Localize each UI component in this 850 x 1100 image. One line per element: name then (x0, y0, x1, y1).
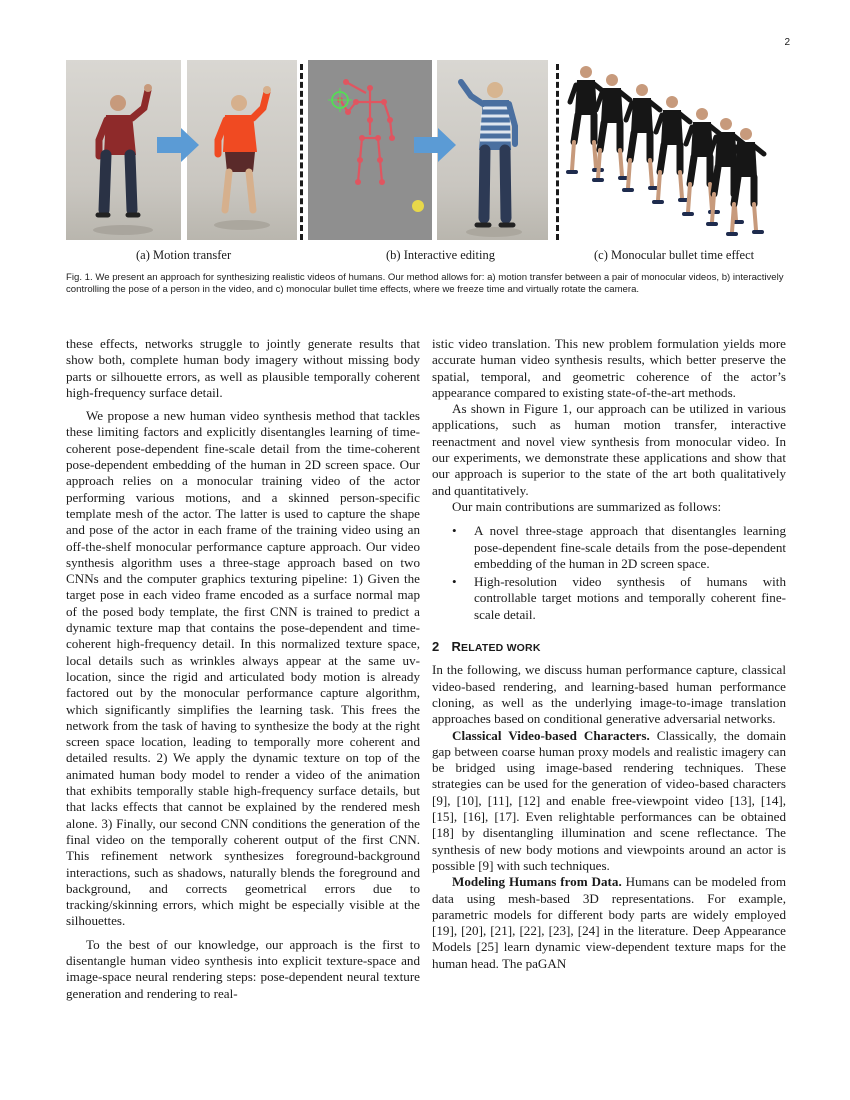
paragraph: To the best of our knowledge, our approach is the first to disentangle human video synthesis into explicit texture-space and image-space neural rendering steps: pose-dependent neural texture generation and rendering to real- (66, 936, 420, 1001)
bullet-icon: • (452, 574, 457, 590)
runin-heading: Modeling Humans from Data. (452, 874, 622, 890)
paragraph-body: Classically, the domain gap between coarse human proxy models and realistic imagery can be bridged using image-based rendering techniques. These strategies can be used for the generation of video-based characters [9], [10], [11], [12] and enable free-viewpoint video [13], [14], [15], [16], [17]. Even relightable performances can be obtained [18] by disentangling illumination and scene reflectance. The synthesis of new body motions and viewpoints around an actor is possible [9] with such techniques. (432, 727, 786, 873)
list-item-text: A novel three-stage approach that disentangles learning pose-dependent fine-scale details from the pose-dependent embedding of the human in 2D screen space. (474, 523, 786, 571)
figure-caption: Fig. 1. We present an approach for synthesizing realistic videos of humans. Our method allows for: a) motion transfer between a pair of monocular videos, b) interactively controlling the pose of a person in the video, and c) monocular bullet time effects, where we freeze time and virtually rotate the camera. (66, 272, 784, 296)
bullet-time-image (564, 60, 786, 240)
arrow-right-icon (157, 128, 199, 162)
paragraph: As shown in Figure 1, our approach can be utilized in various applications, such as human motion transfer, interactive reenactment and novel view synthesis from monocular video. In our experiments, we demonstrate these applications and show that our approach is superior to the state of the art both qualitatively and quantitatively. (432, 401, 786, 498)
paragraph (432, 874, 786, 972)
subcaption-b: (b) Interactive editing (386, 248, 495, 262)
list-item (432, 523, 786, 572)
dashed-divider (300, 64, 303, 240)
figure-1 (66, 60, 786, 270)
left-column (66, 336, 420, 1002)
list-item-text: High-resolution video synthesis of humans with controllable target motions and temporally coherent fine-scale detail. (474, 574, 786, 622)
subcaption-c: (c) Monocular bullet time effect (594, 248, 755, 262)
paragraph: Our main contributions are summarized as follows: (452, 498, 722, 514)
arrow-right-icon (414, 128, 456, 162)
list-item (432, 574, 786, 623)
runin-heading: Classical Video-based Characters. (452, 727, 650, 743)
paragraph-body: Humans can be modeled from data using mesh-based 3D representations. For example, parametric models for different body parts are widely employed [19], [20], [21], [22], [23], [24] in the literature. Deep Appearance Models [25] learn dynamic view-dependent texture maps for the human head. The paGAN (432, 874, 786, 971)
page-number: 2 (784, 37, 790, 48)
bullet-icon: • (452, 523, 457, 539)
section-title-rest: ELATED WORK (461, 642, 541, 655)
paragraph: In the following, we discuss human performance capture, classical video-based rendering, and learning-based human performance cloning, as well as the underlying image-to-image translation approaches based on conditional generative adversarial networks. (432, 662, 786, 727)
subcaption-a: (a) Motion transfer (136, 248, 232, 262)
dashed-divider (556, 64, 559, 240)
section-number: 2 (432, 639, 440, 655)
right-column (432, 336, 786, 972)
paragraph (432, 728, 786, 875)
paragraph: We propose a new human video synthesis method that tackles these limiting factors and explicitly disentangles learning of time-coherent pose-dependent fine-scale detail from the time-coherent pose-dependent embedding of the human in 2D screen space. Our approach relies on a monocular training video of the actor performing various motions, and a skinned person-specific template mesh of the actor. The latter is used to capture the shape and pose of the actor in each frame of the training video using an off-the-shelf monocular performance capture approach. Our video synthesis algorithm uses a three-stage approach based on two CNNs and the computer graphics texturing pipeline: 1) Given the target pose in each video frame encoded as a surface normal map of the posed body template, the first CNN is trained to predict a dynamic texture map that contains the pose-dependent and time-coherent high-frequency detail. In this normalized texture space, local details such as wrinkles always appear at the same uv-location, since the rigid and articulated body motion is already factored out by the monocular performance capture algorithm, which significantly simplifies the learning task. This frees the network from the task of having to synthesize the body at the right screen space location, leading to temporally more coherent and detailed results. 2) We apply the dynamic texture on top of the animated human body model to render a video of the animation that exhibits temporally stable high-frequency surface details, but that lacks effects that cannot be explained by the rendered mesh alone. 3) Finally, our second CNN conditions the generation of the final video on the temporally coherent output of the first CNN. This refinement network synthesizes foreground-background interactions, such as shadows, naturally blends the foreground and background, and corrects geometrical errors due to tracking/skinning errors, which might be especially visible at the silhouettes. (66, 408, 420, 929)
section-heading-related-work (432, 639, 786, 656)
paragraph: these effects, networks struggle to jointly generate results that show both, complete human body imagery without missing body parts or silhouette errors, as well as plausible temporally coherent high-frequency surface detail. (66, 336, 420, 400)
contributions-list (432, 523, 786, 623)
paragraph: istic video translation. This new problem formulation yields more accurate human video synthesis results, which better preserve the spatial, temporal, and geometric coherence of the actor’s appearance compared to existing state-of-the-art methods. (432, 336, 786, 400)
section-title-initial: R (451, 639, 462, 655)
motion-transfer-target-image (187, 60, 297, 240)
